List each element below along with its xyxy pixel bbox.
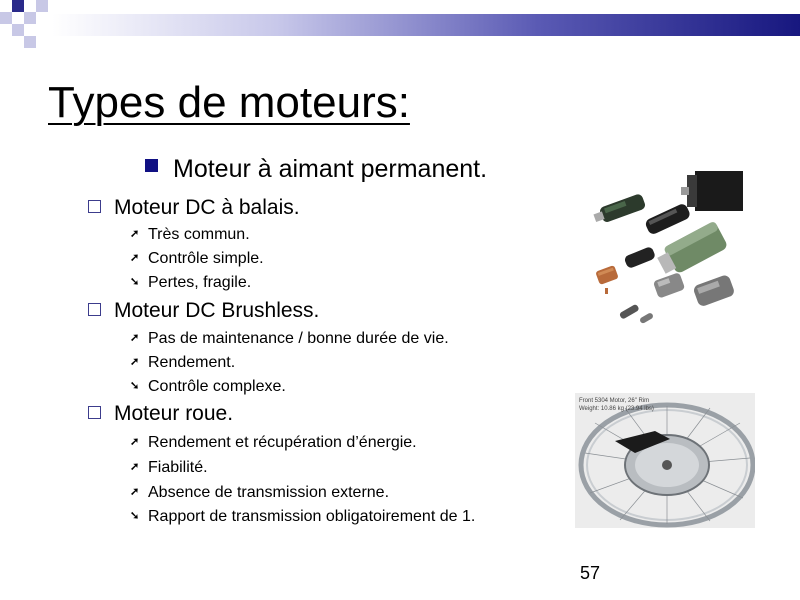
main-bullet-text: Moteur à aimant permanent.: [173, 155, 488, 183]
page-number: 57: [580, 563, 601, 583]
square-bullet-icon: [145, 159, 158, 172]
section-label: Moteur roue.: [114, 402, 234, 425]
arrow-up-right-icon: ➚: [130, 486, 140, 498]
section-label: Moteur DC Brushless.: [114, 299, 320, 322]
arrow-up-right-icon: ➚: [130, 252, 140, 264]
wheel-caption-line: Front 5304 Motor, 26" Rim: [579, 398, 650, 404]
arrow-up-right-icon: ➚: [130, 356, 140, 368]
arrow-up-right-icon: ➚: [130, 436, 140, 448]
list-item-text: Contrôle complexe.: [148, 378, 286, 395]
list-item-text: Absence de transmission externe.: [148, 484, 390, 501]
list-item-text: Rapport de transmission obligatoirement de 1.: [148, 508, 476, 525]
section-label: Moteur DC à balais.: [114, 196, 300, 219]
arrow-up-right-icon: ➚: [130, 461, 140, 473]
list-item-text: Pertes, fragile.: [148, 274, 252, 291]
list-item-text: Pas de maintenance / bonne durée de vie.: [148, 330, 449, 347]
decor-square: [24, 0, 36, 12]
wheel-illustration: [575, 393, 755, 528]
list-item-text: Très commun.: [148, 226, 250, 243]
decor-square: [24, 36, 36, 48]
motors-illustration: [585, 163, 755, 333]
slide-title: Types de moteurs:: [48, 78, 410, 127]
header-decoration: [0, 0, 800, 40]
wheel-caption-line: Weight: 10.86 kg (23.94 lbs): [579, 406, 654, 412]
arrow-down-right-icon: ➘: [130, 276, 140, 288]
hub-motor-wheel-photo: [575, 393, 755, 528]
list-item-text: Fiabilité.: [148, 459, 208, 476]
decor-square: [12, 0, 24, 12]
hollow-square-bullet-icon: [88, 406, 101, 419]
decor-square: [36, 0, 48, 12]
header-gradient-bar: [52, 14, 800, 36]
decor-square: [0, 0, 12, 12]
decor-square: [12, 12, 24, 24]
arrow-down-right-icon: ➘: [130, 510, 140, 522]
list-item-text: Rendement et récupération d’énergie.: [148, 434, 417, 451]
decor-square: [36, 12, 48, 24]
decor-square: [24, 24, 36, 36]
hollow-square-bullet-icon: [88, 200, 101, 213]
arrow-up-right-icon: ➚: [130, 332, 140, 344]
decor-square: [12, 24, 24, 36]
dc-motors-photo: [585, 163, 755, 333]
arrow-down-right-icon: ➘: [130, 380, 140, 392]
decor-square: [24, 12, 36, 24]
hollow-square-bullet-icon: [88, 303, 101, 316]
arrow-up-right-icon: ➚: [130, 228, 140, 240]
wheel-caption: [579, 397, 654, 413]
list-item-text: Contrôle simple.: [148, 250, 264, 267]
list-item-text: Rendement.: [148, 354, 236, 371]
decor-square: [0, 12, 12, 24]
